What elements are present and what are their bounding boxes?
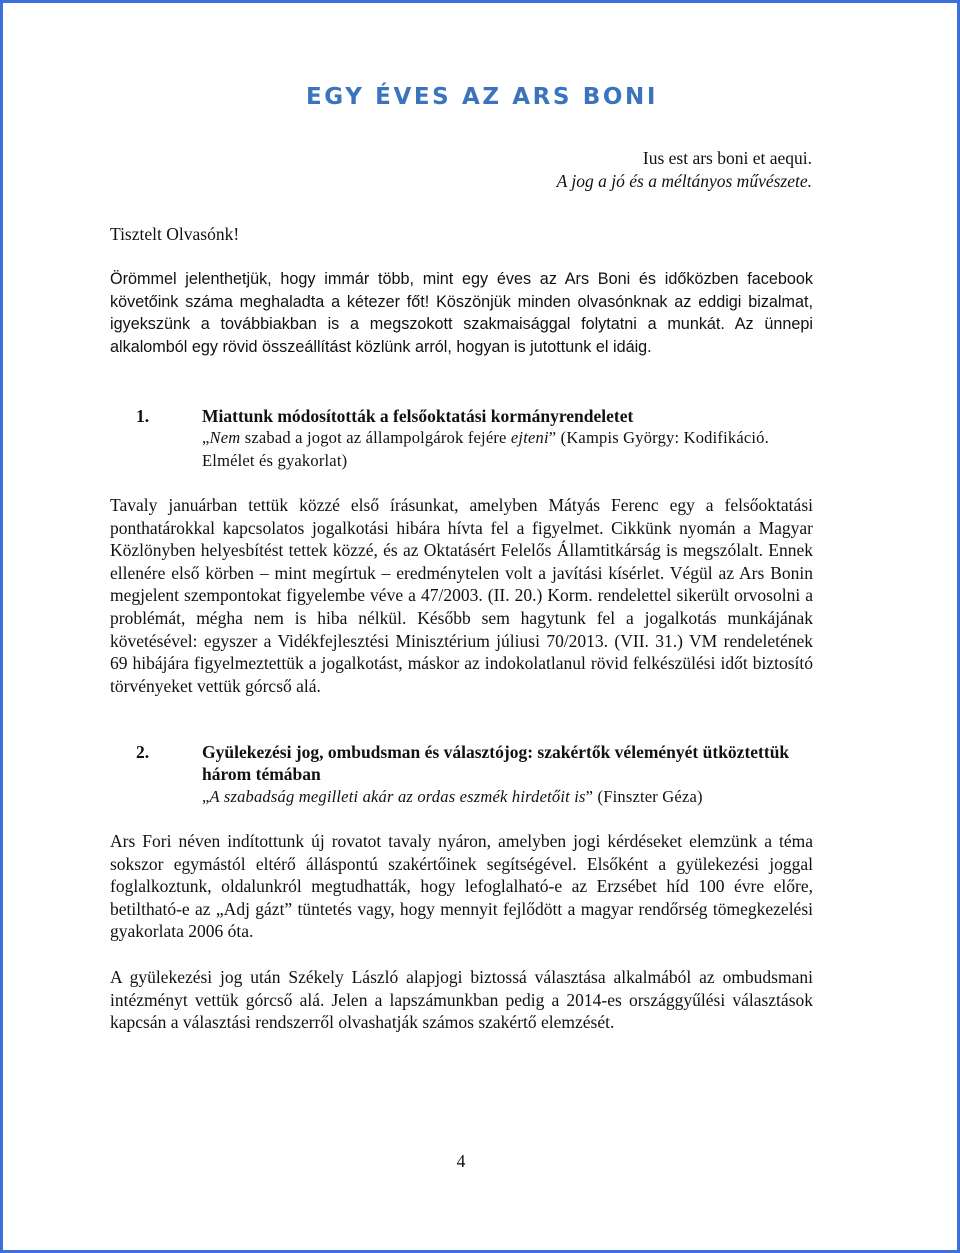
section-1-title: Miattunk módosították a felsőoktatási kormányrendeletet (202, 406, 634, 426)
motto-latin: Ius est ars boni et aequi. (642, 148, 812, 168)
section-1-quote: „Nem szabad a jogot az állampolgárok fejére ejteni” (Kampis György: Kodifikáció. Elmélet és gyakorlat) (202, 428, 769, 470)
intro-paragraph: Örömmel jelenthetjük, hogy immár több, mint egy éves az Ars Boni és időközben facebook követőink száma meghaladta a kétezer főt! Köszönjük minden olvasónknak az eddigi bizalmat, igyekszünk a továbbiakban is a megszokott szakmaisággal folytatni a munkát. Az ünnepi alkalomból egy rövid összeállítást közlünk arról, hogyan is jutottunk el idáig. (110, 270, 813, 356)
section-2-body-1: Ars Fori néven indítottunk új rovatot tavaly nyáron, amelyben jogi kérdéseket elemzünk a téma sokszor egymástól eltérő álláspontú szakértőinek segítségével. Elsőként a gyülekezési joggal foglalkoztunk, oldalunkról megtudhatták, hogy lefoglalható-e az Erzsébet híd 100 évre előre, betiltható-e az „Adj gázt” tüntetés vagy, hogy mennyit fejlődött a magyar rendőrség tömegkezelési gyakorlata 2006 óta. (110, 831, 813, 942)
salutation: Tisztelt Olvasónk! (110, 224, 240, 244)
section-2-quote: „A szabadság megilleti akár az ordas eszmék hirdetőit is” (Finszter Géza) (202, 786, 703, 806)
section-1-number: 1. (136, 406, 150, 426)
section-2-title: Gyülekezési jog, ombudsman és választójog: szakértők véleményét ütköztettük három témában (202, 742, 790, 785)
article-title: EGY ÉVES AZ ARS BONI (306, 84, 658, 110)
section-2-body-2: A gyülekezési jog után Székely László alapjogi biztossá választása alkalmából az ombudsmani intézményt vettük górcső alá. Jelen a lapszámunkban pedig a 2014-es országgyűlési választások kapcsán a választási rendszerről olvashatják számos szakértő elemzését. (110, 967, 813, 1033)
motto-translation: A jog a jó és a méltányos művészete. (556, 171, 812, 191)
section-2-number: 2. (136, 742, 150, 762)
page-number: 4 (456, 1151, 466, 1171)
section-1-body: Tavaly januárban tettük közzé első írásunkat, amelyben Mátyás Ferenc egy a felsőoktatási ponthatárokkal kapcsolatos jogalkotási hibára hívta fel a figyelmet. Cikkünk nyomán a Magyar Közlönyben helyesbítést tettek közzé, és az Oktatásért Felelős Államtitkárság is megszólalt. Ennek ellenére első körben – mint megírtuk – eredménytelen volt a javítási kísérlet. Végül az Ars Bonin megjelent szempontokat figyelembe véve a 47/2003. (II. 20.) Korm. rendelettel sikerült orvosolni a problémát, mégha nem is hiba nélkül. Később sem hagytunk fel a jogalkotás munkájának követésével: egyszer a Vidékfejlesztési Minisztérium júliusi 70/2013. (VII. 31.) VM rendeletének 69 hibájára figyelmeztettük a jogalkotást, máskor az indokolatlanul rövid felkészülési időt biztosító törvényeket vettük górcső alá. (110, 495, 813, 696)
section-2-heading (110, 741, 813, 808)
section-1-heading (110, 405, 813, 472)
